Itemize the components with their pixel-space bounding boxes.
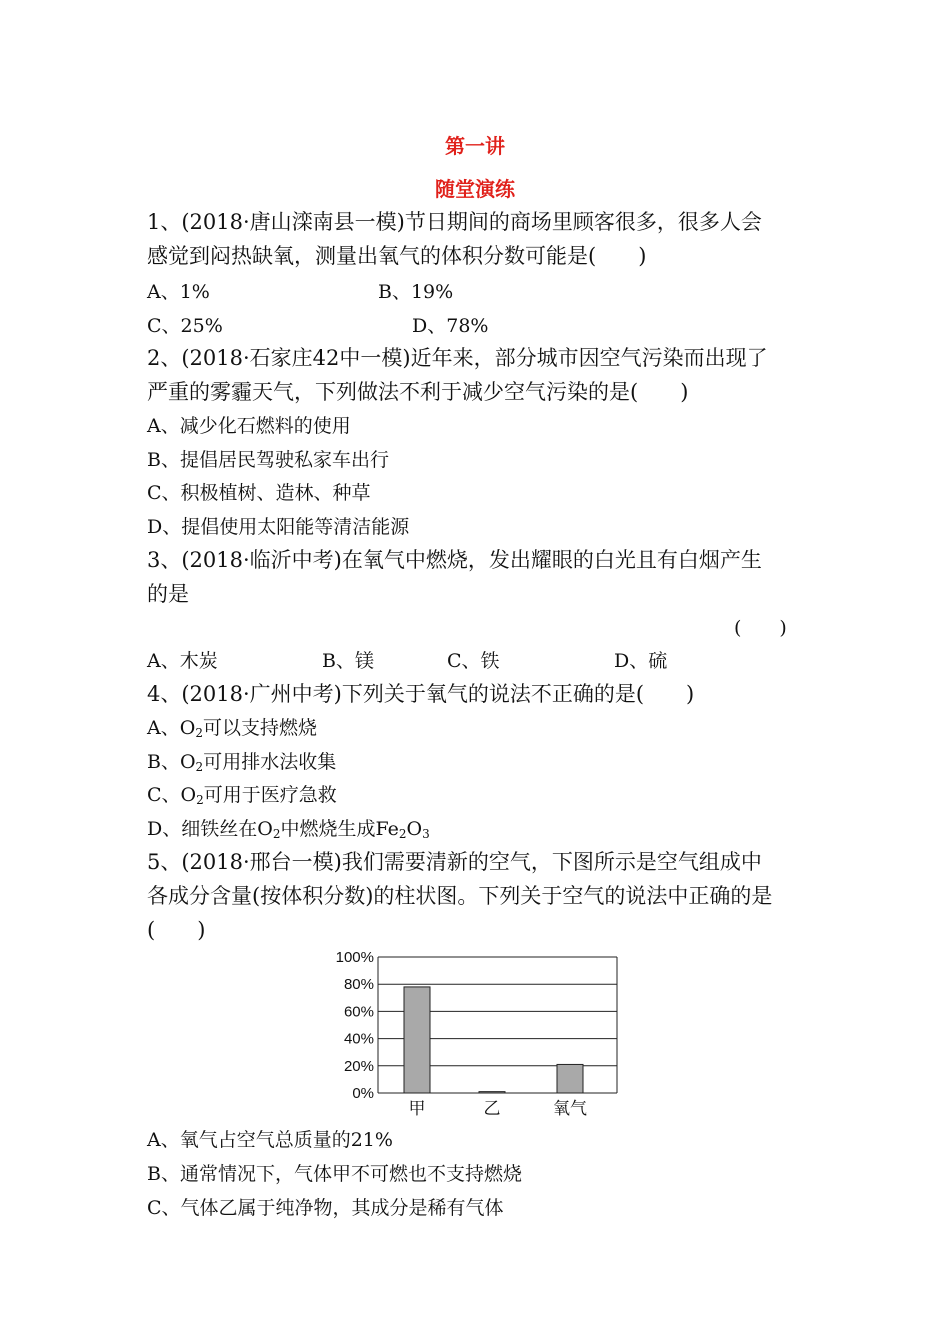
q3-option-c: C、铁: [447, 650, 500, 672]
q4-option-b: B、$O_2$可用排水法收集: [147, 751, 337, 774]
q4-option-d: D、细铁丝在$O_2$中燃烧生成$Fe_2O_3$: [147, 818, 430, 841]
bar-chart: [300, 940, 640, 1125]
q2-option-b: B、提倡居民驾驶私家车出行: [147, 449, 389, 471]
y-tick-label: 80%: [343, 976, 374, 994]
y-tick-label: 0%: [352, 1085, 374, 1102]
bar: [557, 1064, 583, 1093]
q4-option-c: C、$O_2$可用于医疗急救: [147, 784, 337, 807]
x-tick-label: 甲: [408, 1099, 426, 1118]
y-tick-label: 100%: [335, 949, 374, 966]
y-tick-label: 40%: [343, 1030, 374, 1048]
q5-option-b: B、通常情况下，气体甲不可燃也不支持燃烧: [147, 1163, 522, 1185]
q4-line1: 4、(2018·广州中考)下列关于氧气的说法不正确的是( ): [147, 682, 695, 706]
q4-option-a: A、$O_2$可以支持燃烧: [147, 717, 317, 740]
q3-option-b: B、镁: [322, 650, 374, 672]
y-tick-label: 20%: [343, 1057, 374, 1075]
q5-line2: 各成分含量(按体积分数)的柱状图。下列关于空气的说法中正确的是: [147, 884, 773, 908]
y-tick-label: 60%: [343, 1003, 374, 1021]
q3-option-a: A、木炭: [147, 650, 218, 672]
q2-line2: 严重的雾霾天气，下列做法不利于减少空气污染的是( ): [147, 380, 689, 404]
q5-option-a: A、氧气占空气总质量的21%: [147, 1129, 393, 1151]
q1-option-d: D、78%: [412, 315, 489, 337]
q1-option-a: A、1%: [147, 281, 210, 303]
page-subtitle: 随堂演练: [435, 177, 515, 201]
q5-option-c: C、气体乙属于纯净物，其成分是稀有气体: [147, 1197, 504, 1219]
q1-line2: 感觉到闷热缺氧，测量出氧气的体积分数可能是( ): [147, 244, 647, 268]
q5-line1: 5、(2018·邢台一模)我们需要清新的空气，下图所示是空气组成中: [147, 850, 762, 874]
q1-option-b: B、19%: [378, 281, 454, 303]
q2-line1: 2、(2018·石家庄42中一模)近年来，部分城市因空气污染而出现了: [147, 346, 768, 370]
q2-option-d: D、提倡使用太阳能等清洁能源: [147, 516, 410, 538]
q1-line1: 1、(2018·唐山滦南县一模)节日期间的商场里顾客很多，很多人会: [147, 210, 762, 234]
x-tick-label: 氧气: [553, 1099, 587, 1118]
q3-line2: 的是: [147, 582, 189, 606]
x-tick-label: 乙: [483, 1099, 501, 1118]
q3-line1: 3、(2018·临沂中考)在氧气中燃烧，发出耀眼的白光且有白烟产生: [147, 548, 762, 572]
q2-option-c: C、积极植树、造林、种草: [147, 482, 371, 504]
q5-line3: ( ): [147, 918, 206, 942]
q3-option-d: D、硫: [614, 650, 668, 672]
q2-option-a: A、减少化石燃料的使用: [147, 415, 351, 437]
bar: [479, 1092, 505, 1093]
q1-option-c: C、25%: [147, 315, 223, 337]
q3-answer-bracket: ( ): [734, 617, 787, 639]
page-title: 第一讲: [445, 134, 505, 158]
bar: [404, 987, 430, 1093]
